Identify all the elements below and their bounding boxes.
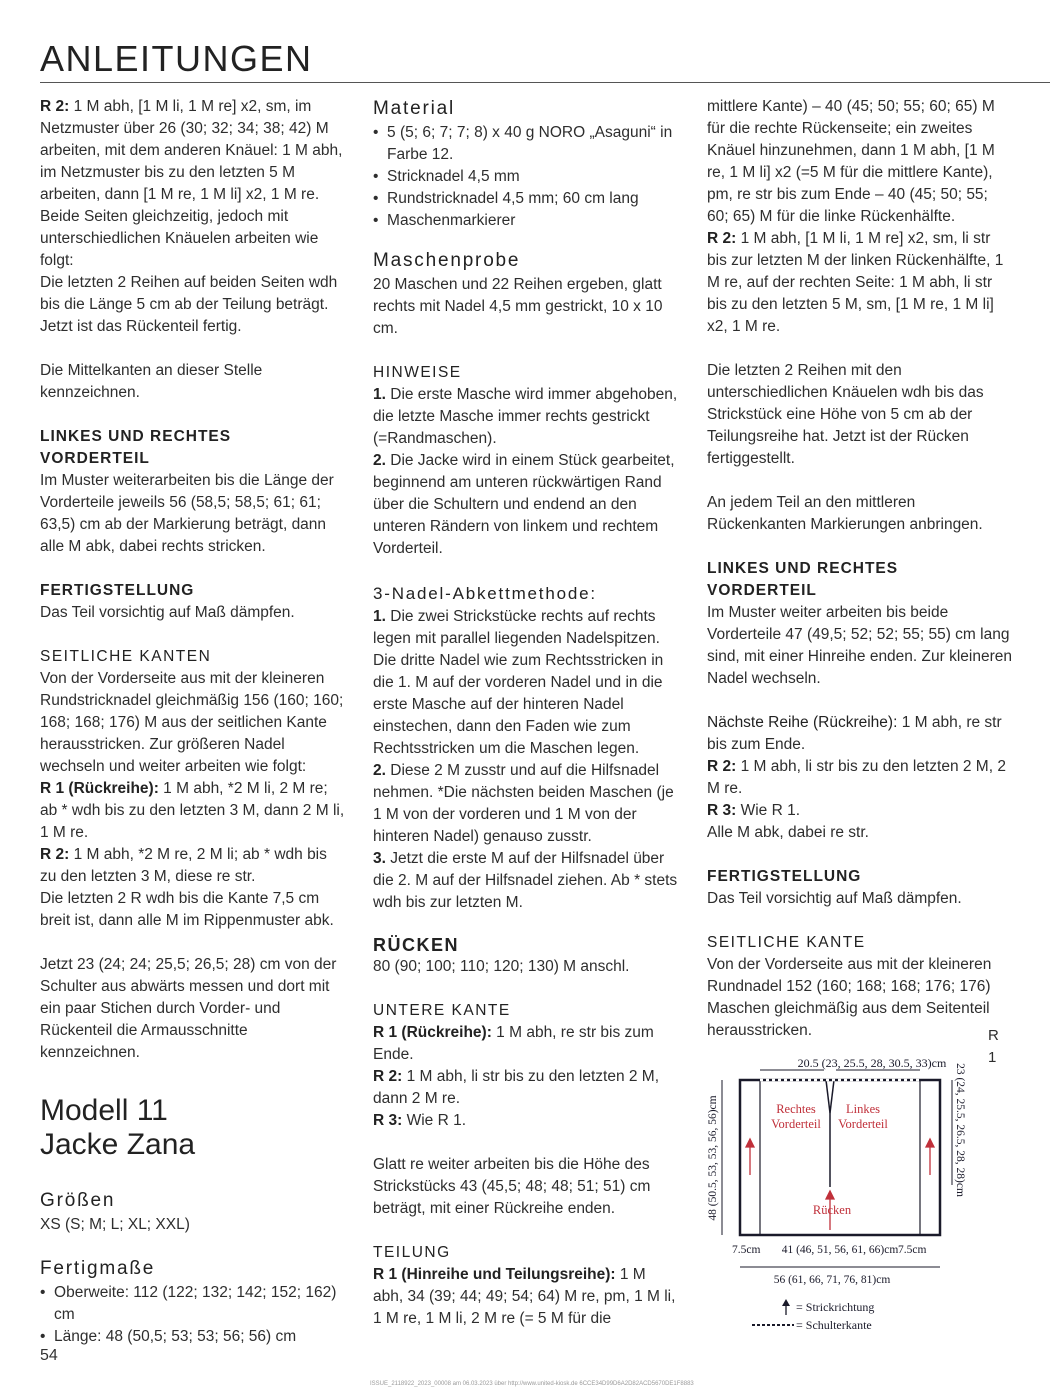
note-text: Die Jacke wird in einem Stück gearbeitet, beginnend am unteren rückwärtigen Rand über die Schultern und endend an den unteren Rändern von linkem und rechtem Vorderteil. (373, 452, 675, 557)
col3-paragraph: Von der Vorderseite aus mit der kleineren Rundnadel 152 (160; 168; 168; 176; 176) Maschen gleichmäßig aus dem Seitenteil herausstricken. (707, 956, 992, 1039)
legend-arrow-text: = Strickrichtung (796, 1300, 875, 1314)
schematic-right-height: 23 (24, 25.5, 26.5, 28, 28)cm (954, 1063, 966, 1197)
material-item: • Stricknadel 4,5 mm (373, 166, 678, 188)
col2-paragraph: Glatt re weiter arbeiten bis die Höhe des Strickstücks 43 (45,5; 48; 48; 51; 51) cm beträgt, mit einer Rückreihe enden. (373, 1156, 651, 1217)
row-text: 1 M abh, li str bis zu den letzten 2 M, 2 M re. (707, 758, 1006, 797)
col3-paragraph: Alle M abk, dabei re str. (707, 824, 869, 841)
row-label: R 2: (707, 230, 737, 247)
label-right-front-1: Rechtes (776, 1102, 816, 1116)
footer-note: ISSUE_2118922_2023_00008 am 06.03.2023 über http://www.united-kiosk.de 6CCE34D99D6A2D82ACD5670DE1F8883 (370, 1381, 694, 1387)
row-text: 1 M abh, re str bis zum Ende. (373, 1024, 654, 1063)
row-text: Wie R 1. (736, 802, 801, 819)
row-label: R 3: (707, 802, 737, 819)
row-text: 1 M abh, [1 M li, 1 M re] x2, sm, li str bis zur letzten M der linken Rückenhälfte, 1 M re, auf der rechten Seite: 1 M abh, li str bis zu den letzten 5 M, sm, [1 M re, 1 M li] x2, 1 M re. (707, 230, 1004, 335)
step-text: Jetzt die erste M auf der Hilfsnadel über die 2. M auf der Hilfsnadel ziehen. Ab * stets wdh bis zur letzten M. (373, 850, 678, 911)
row-label: R 1 (Rückreihe): (373, 1024, 492, 1041)
col1-paragraph: Die Mittelkanten an dieser Stelle kennzeichnen. (40, 362, 263, 401)
col1-paragraph: Die letzten 2 R wdh bis die Kante 7,5 cm breit ist, dann alle M im Rippenmuster abk. (40, 890, 334, 929)
section-heading: LINKES UND RECHTES VORDERTEIL (40, 428, 232, 467)
gauge-text: 20 Maschen und 22 Reihen ergeben, glatt rechts mit Nadel 4,5 mm gestrickt, 10 x 10 cm. (373, 276, 663, 337)
row-label: R 2: (40, 98, 70, 115)
row-text: 1 M abh, *2 M li, 2 M re; ab * wdh bis zu den letzten 3 M, dann 2 M li, 1 M re. (40, 780, 345, 841)
row-label: R 2: (373, 1068, 403, 1085)
bindoff-step (373, 606, 678, 760)
col3-row (707, 756, 1012, 800)
stray-1: 1 (988, 1049, 997, 1066)
measure-item: • Oberweite: 112 (122; 132; 142; 152; 162) cm (40, 1282, 345, 1326)
row-text: 1 M abh, *2 M re, 2 M li; ab * wdh bis zu den letzten 3 M, diese re str. (40, 846, 327, 885)
col3-paragraph: Im Muster weiter arbeiten bis beide Vorderteile 47 (49,5; 52; 52; 55; 55) cm lang sind, mit einer Hinreihe enden. Zur kleineren Nadel wechseln. (707, 604, 1012, 687)
col3-paragraph: mittlere Kante) – 40 (45; 50; 55; 60; 65) M für die rechte Rückenseite; ein zweites Knäuel hinzunehmen, dann 1 M abh, [1 M re, 1 M li] x2 (=5 M für die mittlere Kante), pm, re str bis zum Ende – 40 (45; 50; 55; 60; 65) M für die linke Rückenhälfte. (707, 98, 995, 225)
row-label: R 1 (Rückreihe): (40, 780, 159, 797)
step-text: Die zwei Strickstücke rechts auf rechts legen mit parallel liegenden Nadelspitzen. Die dritte Nadel wie zum Rechtsstricken in die 1. M auf der vorderen Nadel und in die erste Masche auf der hinteren Nadel einstechen, dann den Faden wie zum Rechtsstricken um die Maschen legen. (373, 608, 664, 757)
row-text: 1 M abh, [1 M li, 1 M re] x2, sm, im Netzmuster über 26 (30; 32; 34; 38; 42) M arbeiten, mit dem anderen Knäuel: 1 M abh, im Netzmuster bis zu den letzten 5 M arbeiten, dann [1 M re, 1 M li] x2, 1 M re. Beide Seiten gleichzeitig, jedoch mit unterschiedlichen Knäuelen arbeiten wie folgt: (40, 98, 343, 269)
arrow-legend-icon (782, 1299, 790, 1315)
section-heading: SEITLICHE KANTEN (40, 648, 212, 665)
schematic-svg (700, 1025, 1000, 1345)
section-heading: SEITLICHE KANTE (707, 934, 866, 951)
label-left-front-1: Linkes (845, 1102, 881, 1116)
page-title: ANLEITUNGEN (40, 38, 313, 79)
section-heading: FERTIGSTELLUNG (40, 582, 195, 599)
col1-r2b-paragraph (40, 844, 345, 888)
back-heading: RÜCKEN (373, 935, 460, 955)
col3-paragraph: Die letzten 2 Reihen mit den unterschiedlichen Knäuelen wdh bis das Strickstück eine Höhe von 5 cm ab der Teilungsreihe hat. Jetzt ist der Rücken fertiggestellt. (707, 362, 984, 467)
row-label: R 2: (707, 758, 737, 775)
sizes-text: XS (S; M; L; XL; XXL) (40, 1216, 190, 1233)
measures-heading: Fertigmaße (40, 1258, 156, 1279)
header-rule (40, 82, 1050, 83)
column-3 (707, 96, 1012, 1042)
col3-r2-paragraph (707, 228, 1012, 338)
col3-row (707, 800, 1012, 822)
notes-heading: HINWEISE (373, 364, 462, 381)
bindoff-heading: 3-Nadel-Abkettmethode: (373, 584, 597, 603)
sizes-heading: Größen (40, 1190, 116, 1211)
lower-row (373, 1022, 678, 1066)
row-label: R 2: (40, 846, 70, 863)
schematic-bottom-right: 7.5cm (898, 1244, 927, 1256)
row-text: 1 M abh, li str bis zu den letzten 2 M, dann 2 M re. (373, 1068, 660, 1107)
lower-edge-heading: UNTERE KANTE (373, 1002, 511, 1019)
back-text: 80 (90; 100; 110; 120; 130) M anschl. (373, 958, 630, 975)
column-2 (373, 96, 678, 1330)
step-number: 2. (373, 762, 386, 779)
label-right-front-2: Vorderteil (771, 1117, 821, 1131)
row-label: Nächste Reihe (Rückreihe): (707, 714, 898, 731)
schematic-bottom-left: 7.5cm (732, 1244, 761, 1256)
schematic-total-width: 56 (61, 66, 71, 76, 81)cm (773, 1274, 891, 1286)
neck-right (830, 1080, 834, 1113)
section-heading: FERTIGSTELLUNG (707, 868, 862, 885)
step-text: Diese 2 M zusstr und auf die Hilfsnadel nehmen. *Die nächsten beiden Maschen (je 1 M von der vorderen und 1 M von der hinteren Nadel) genauso zusstr. (373, 762, 674, 845)
row-label: R 3: (373, 1112, 403, 1129)
col1-paragraph: Die letzten 2 Reihen auf beiden Seiten wdh bis die Länge 5 cm ab der Teilung beträgt. Jetzt ist das Rückenteil fertig. (40, 274, 338, 335)
col1-r1-paragraph (40, 778, 345, 844)
neck-left (826, 1080, 830, 1113)
divide-row (373, 1264, 678, 1330)
divide-heading: TEILUNG (373, 1244, 451, 1261)
material-heading: Material (373, 98, 455, 119)
page-number: 54 (40, 1347, 58, 1364)
row-label: R 1 (Hinreihe und Teilungsreihe): (373, 1266, 616, 1283)
label-back: Rücken (812, 1203, 852, 1217)
material-item: • Rundstricknadel 4,5 mm; 60 cm lang (373, 188, 678, 210)
step-number: 1. (373, 608, 386, 625)
col3-paragraph: An jedem Teil an den mittleren Rückenkanten Markierungen anbringen. (707, 494, 983, 533)
material-item: • Maschenmarkierer (373, 210, 678, 232)
note-number: 1. (373, 386, 386, 403)
schematic-left-height: 48 (50.5, 53, 53, 56, 56)cm (707, 1095, 719, 1221)
measure-item: • Länge: 48 (50,5; 53; 53; 56; 56) cm (40, 1326, 345, 1348)
gauge-heading: Maschenprobe (373, 250, 521, 271)
bindoff-step (373, 848, 678, 914)
material-item: • 5 (5; 6; 7; 7; 8) x 40 g NORO „Asaguni“ in Farbe 12. (373, 122, 678, 166)
note-text: Die erste Masche wird immer abgehoben, die letzte Masche immer rechts gestrickt (=Randmaschen). (373, 386, 678, 447)
step-number: 3. (373, 850, 386, 867)
lower-row (373, 1066, 678, 1110)
legend-dash-text: = Schulterkante (796, 1318, 872, 1332)
schematic-bottom-mid: 41 (46, 51, 56, 61, 66)cm (781, 1244, 899, 1256)
note-number: 2. (373, 452, 386, 469)
note-item (373, 384, 678, 450)
section-heading: LINKES UND RECHTES VORDERTEIL (707, 560, 899, 599)
stray-r: R (988, 1027, 999, 1044)
schematic-top-width: 20.5 (23, 25.5, 28, 30.5, 33)cm (797, 1056, 947, 1070)
model-title-line2: Jacke Zana (40, 1128, 196, 1161)
model-title-line1: Modell 11 (40, 1094, 168, 1127)
col1-paragraph: Jetzt 23 (24; 24; 25,5; 26,5; 28) cm von der Schulter aus abwärts messen und dort mit ein paar Stichen durch Vorder- und Rückenteil die Armausschnitte kennzeichnen. (40, 956, 337, 1061)
col1-r2-paragraph (40, 96, 345, 272)
col1-paragraph: Von der Vorderseite aus mit der kleineren Rundstricknadel gleichmäßig 156 (160; 160; 168; 168; 176) M aus der seitlichen Kante herausstricken. Zur größeren Nadel wechseln und weiter arbeiten wie folgt: (40, 670, 344, 775)
next-row (707, 712, 1012, 756)
lower-row (373, 1110, 678, 1132)
col1-paragraph: Im Muster weiterarbeiten bis die Länge der Vorderteile jeweils 56 (58,5; 58,5; 61; 61; 63,5) cm ab der Markierung beträgt, dann alle M abk, dabei rechts stricken. (40, 472, 334, 555)
row-text: Wie R 1. (402, 1112, 467, 1129)
column-1 (40, 96, 345, 1348)
note-item (373, 450, 678, 560)
bindoff-step (373, 760, 678, 848)
col1-paragraph: Das Teil vorsichtig auf Maß dämpfen. (40, 604, 295, 621)
garment-schematic (700, 1025, 1000, 1345)
row-text: 1 M abh, re str bis zum Ende. (707, 714, 1002, 753)
label-left-front-2: Vorderteil (838, 1117, 888, 1131)
col3-paragraph: Das Teil vorsichtig auf Maß dämpfen. (707, 890, 962, 907)
row-text: 1 M abh, 34 (39; 44; 49; 54; 64) M re, pm, 1 M li, 1 M re, 1 M li, 2 M re (= 5 M für die (373, 1266, 676, 1327)
